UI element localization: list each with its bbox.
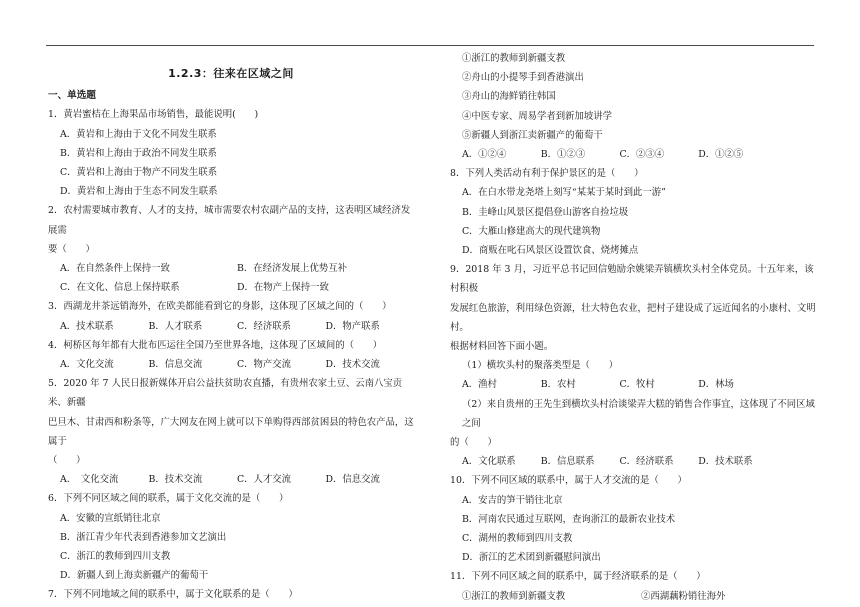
right-column xyxy=(450,49,820,606)
option: A．安吉的笋干销往北京 xyxy=(462,494,563,506)
option: D．浙江的艺术团到新疆慰问演出 xyxy=(462,552,601,564)
question-stem: 1．黄岩蜜桔在上海果品市场销售，最能说明( ) xyxy=(48,109,259,121)
question-4 xyxy=(48,336,414,374)
sub-question-2-cont: 的（ ） xyxy=(450,437,497,449)
question-1 xyxy=(48,105,414,201)
question-stem: 3．西湖龙井茶远销海外，在欧美都能看到它的身影，这体现了区域之间的（ ） xyxy=(48,301,392,313)
option: D．新疆人到上海卖新疆产的葡萄干 xyxy=(60,570,209,582)
question-stem: 7．下列不同地域之间的联系中，属于文化联系的是（ ） xyxy=(48,589,298,601)
option: D．技术交流 xyxy=(325,359,380,371)
option: C．②③④ xyxy=(619,149,665,161)
option-row xyxy=(450,375,820,394)
option: B．浙江青少年代表到香港参加文艺演出 xyxy=(60,531,227,543)
question-stem: 2．农村需要城市教育、人才的支持，城市需要农村农副产品的支持，这表明区域经济发展需 xyxy=(48,205,411,236)
question-stem-cont: 根据材料回答下面小题。 xyxy=(450,341,554,353)
question-8 xyxy=(450,164,820,260)
option: D．信息交流 xyxy=(325,474,380,486)
option: C．牧村 xyxy=(619,379,655,391)
sub-question-1: （1）横坎头村的聚落类型是（ ） xyxy=(462,360,618,372)
sub-question-2: （2）来自贵州的王先生到横坎头村洽谈梁弄大糕的销售合作事宜，这体现了不同区域之间 xyxy=(462,398,815,429)
option: A．安徽的宣纸销往北京 xyxy=(60,512,161,524)
statement-item: ④中医专家、周易学者到新加坡讲学 xyxy=(462,110,613,122)
option: A．在自然条件上保持一致 xyxy=(60,263,170,275)
option: A．在白水带龙尧塔上刻写“某某于某时到此一游” xyxy=(462,187,666,199)
option-row xyxy=(48,278,414,297)
statement-item: ②西湖藕粉销往海外 xyxy=(641,590,726,602)
option: A． 文化交流 xyxy=(60,474,119,486)
option: C．经济联系 xyxy=(619,456,674,468)
question-stem-cont: 发展红色旅游，利用绿色资源，壮大特色农业，把村子建设成了远近闻名的小康村、文明村。 xyxy=(450,302,816,333)
statement-item: ③舟山的海鲜销往韩国 xyxy=(462,91,556,103)
option-row xyxy=(450,145,820,164)
question-7-continued xyxy=(450,49,820,164)
option: B．农村 xyxy=(540,379,576,391)
question-7 xyxy=(48,585,414,604)
question-3 xyxy=(48,297,414,335)
option: B．人才联系 xyxy=(148,320,203,332)
option: A．黄岩和上海由于文化不同发生联系 xyxy=(60,128,217,140)
option: C．黄岩和上海由于物产不同发生联系 xyxy=(60,167,218,179)
option: A．渔村 xyxy=(462,379,497,391)
option: C．在文化、信息上保持联系 xyxy=(60,282,180,294)
question-stem-cont: （ ） xyxy=(48,455,86,467)
page-title: 1.2.3：往来在区域之间 xyxy=(168,67,294,80)
option: D．林场 xyxy=(698,379,734,391)
option: A．技术联系 xyxy=(60,320,114,332)
option-row xyxy=(48,259,414,278)
header-rule xyxy=(46,45,814,46)
option: A．文化交流 xyxy=(60,359,114,371)
option: B．信息交流 xyxy=(148,359,203,371)
statement-item: ①浙江的教师到新疆支教 xyxy=(462,53,566,64)
option: C．湖州的教师到四川支教 xyxy=(462,533,573,545)
left-column xyxy=(48,60,414,605)
option-row xyxy=(450,452,820,471)
statement-item: ①浙江的教师到新疆支教 xyxy=(462,590,566,602)
question-5 xyxy=(48,374,414,489)
option: B．①②③ xyxy=(540,149,586,161)
option: A．文化联系 xyxy=(462,456,516,468)
option: C．浙江的教师到四川支教 xyxy=(60,551,171,563)
question-2 xyxy=(48,201,414,297)
section-heading: 一、单选题 xyxy=(48,90,96,102)
option: B．黄岩和上海由于政治不同发生联系 xyxy=(60,147,217,159)
option: C．大雁山修建高大的现代建筑物 xyxy=(462,225,601,237)
question-stem: 6．下列不同区域之间的联系，属于文化交流的是（ ） xyxy=(48,493,289,505)
question-stem-cont: 要（ ） xyxy=(48,243,95,255)
statement-item: ⑤新疆人到浙江卖新疆产的葡萄干 xyxy=(462,129,603,141)
option: D．商贩在叱石风景区设置饮食、烧烤摊点 xyxy=(462,245,639,257)
question-stem: 5．2020 年 7 人民日报新媒体开启公益扶贫助农直播，有贵州农家土豆、云南八宝贡米、新疆 xyxy=(48,378,403,409)
question-stem: 8．下列人类活动有利于保护景区的是（ ） xyxy=(450,168,644,180)
option: D．技术联系 xyxy=(698,456,753,468)
option-row xyxy=(48,355,414,374)
option-row xyxy=(48,317,414,336)
option: C．物产交流 xyxy=(237,359,292,371)
question-stem-cont: 巴旦木、甘肃西和粉条等，广大网友在网上就可以下单购得西部贫困县的特色农产品，这属于 xyxy=(48,416,414,447)
option: D．物产联系 xyxy=(325,320,380,332)
question-stem: 4．柯桥区每年都有大批布匹运往全国乃至世界各地，这体现了区域间的（ ） xyxy=(48,339,383,351)
question-stem: 11．下列不同区域之间的联系中，属于经济联系的是（ ） xyxy=(450,571,706,583)
option: B．河南农民通过互联网，查询浙江的最新农业技术 xyxy=(462,513,676,525)
option: B．在经济发展上优势互补 xyxy=(237,263,348,275)
question-9 xyxy=(450,260,820,471)
question-stem: 9．2018 年 3 月，习近平总书记回信勉励余姚梁弄镇横坎头村全体党员。十五年来，该村积极 xyxy=(450,264,814,295)
option-row xyxy=(450,587,820,606)
option-row xyxy=(48,470,414,489)
statement-item: ②舟山的小提琴手到香港演出 xyxy=(462,72,584,84)
option: A．①②④ xyxy=(462,149,507,161)
question-11 xyxy=(450,567,820,605)
option: B．圭峰山风景区提倡登山游客自捡垃圾 xyxy=(462,206,629,218)
option: B．技术交流 xyxy=(148,474,203,486)
option: B．信息联系 xyxy=(540,456,595,468)
option: D．①②⑤ xyxy=(698,149,744,161)
option: C．人才交流 xyxy=(237,474,292,486)
question-stem: 10．下列不同区域的联系中，属于人才交流的是（ ） xyxy=(450,475,687,487)
option: C．经济联系 xyxy=(237,320,292,332)
option: D．在物产上保持一致 xyxy=(237,282,329,294)
question-10 xyxy=(450,471,820,567)
option: D．黄岩和上海由于生态不同发生联系 xyxy=(60,186,218,198)
question-6 xyxy=(48,489,414,585)
